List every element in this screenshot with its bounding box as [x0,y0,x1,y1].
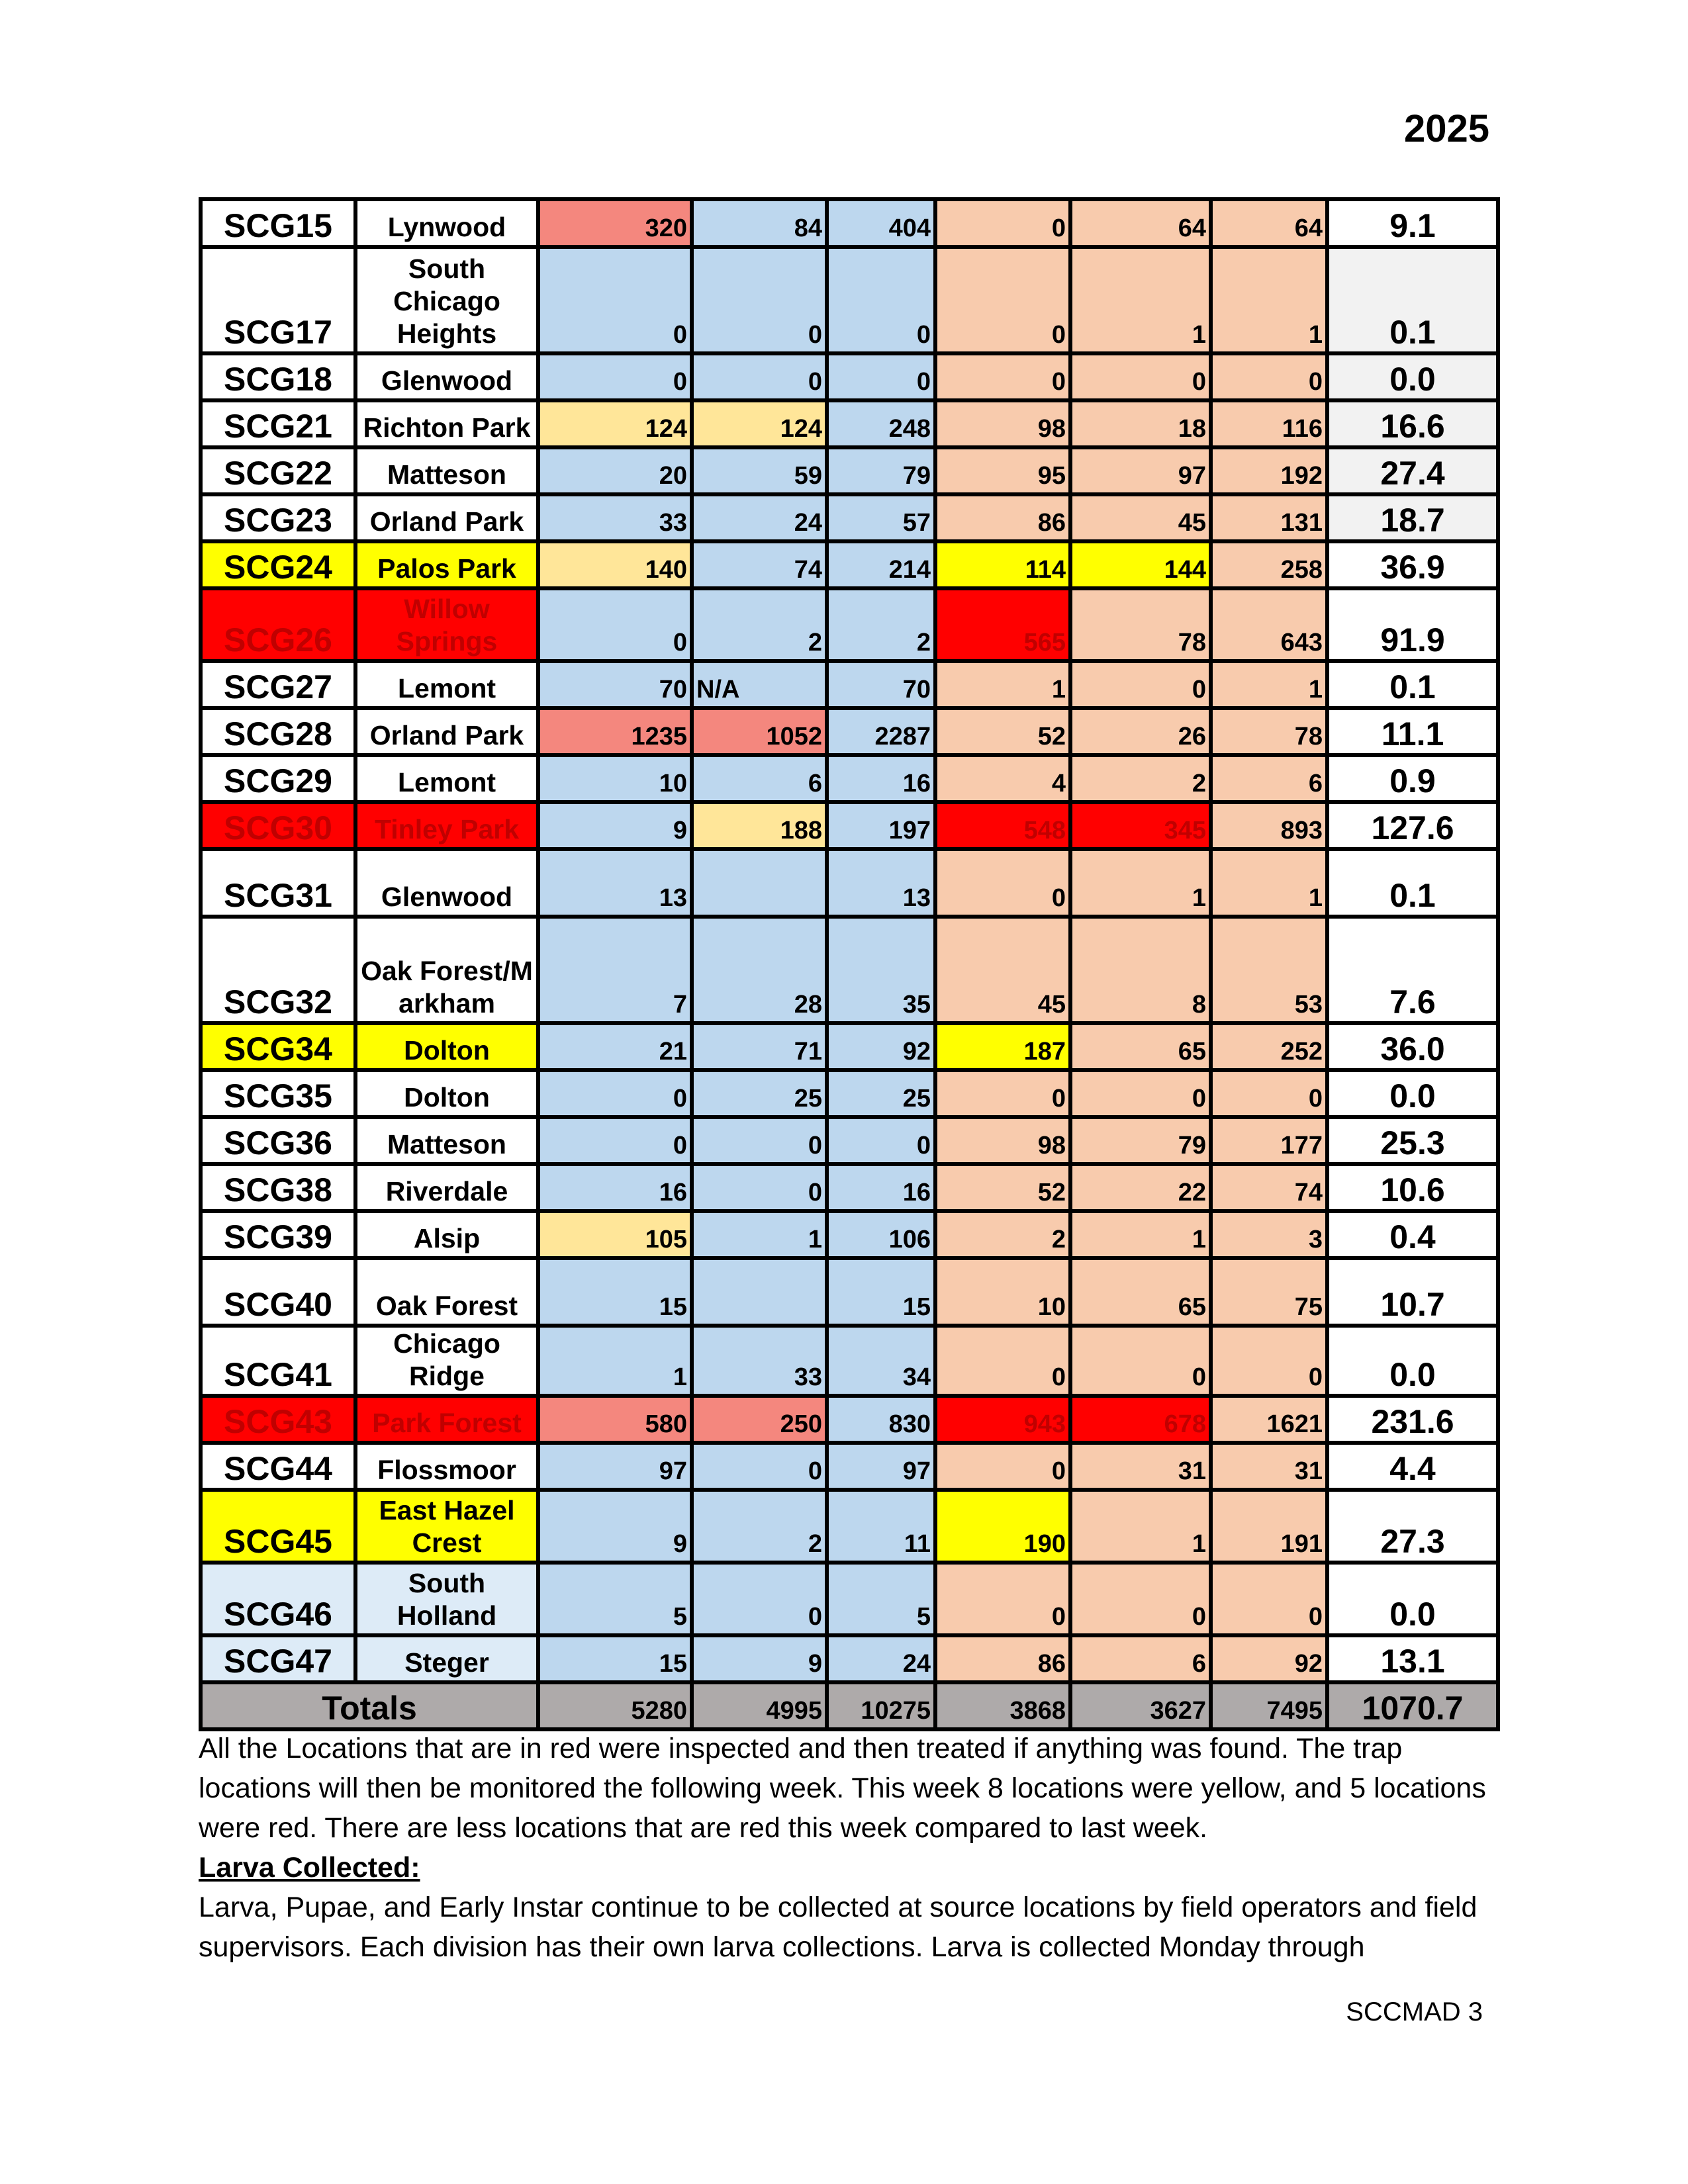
location-id: SCG39 [201,1211,355,1258]
count-cell: 565 [935,588,1070,661]
larva-heading: Larva Collected: [199,1852,420,1884]
count-cell: 16 [827,755,935,802]
location-id: SCG23 [201,494,355,541]
count-cell: 0 [1211,353,1327,400]
count-cell: 11 [827,1490,935,1563]
count-cell: 0 [692,1563,827,1635]
count-cell: 0 [692,1117,827,1164]
count-cell: 1 [1070,849,1211,917]
table-row [201,1211,1498,1258]
count-cell: 0 [935,247,1070,353]
totals-label: Totals [201,1682,538,1729]
count-cell: 0 [538,1070,692,1117]
count-cell: 2 [692,1490,827,1563]
average-cell: 11.1 [1327,708,1498,755]
total-cell: 5280 [538,1682,692,1729]
location-name: Glenwood [355,353,538,400]
average-cell: 13.1 [1327,1635,1498,1682]
average-cell: 0.1 [1327,661,1498,708]
average-cell: 27.3 [1327,1490,1498,1563]
table-row [201,661,1498,708]
count-cell: 106 [827,1211,935,1258]
count-cell: 5 [827,1563,935,1635]
count-cell: 116 [1211,400,1327,447]
average-cell: 0.0 [1327,1563,1498,1635]
location-id: SCG15 [201,199,355,247]
location-id: SCG21 [201,400,355,447]
location-id: SCG35 [201,1070,355,1117]
location-name: Riverdale [355,1164,538,1211]
table-row [201,400,1498,447]
table-row [201,802,1498,849]
count-cell: 7 [538,917,692,1023]
count-cell: 15 [827,1258,935,1326]
location-id: SCG41 [201,1326,355,1396]
total-average-cell: 1070.7 [1327,1682,1498,1729]
count-cell: 105 [538,1211,692,1258]
count-cell: 0 [935,849,1070,917]
location-id: SCG38 [201,1164,355,1211]
table-row [201,541,1498,588]
average-cell: 231.6 [1327,1396,1498,1443]
location-name: South Chicago Heights [355,247,538,353]
count-cell: 580 [538,1396,692,1443]
location-id: SCG45 [201,1490,355,1563]
count-cell: 9 [692,1635,827,1682]
count-cell: 6 [1070,1635,1211,1682]
total-cell: 4995 [692,1682,827,1729]
location-name: Flossmoor [355,1443,538,1490]
count-cell: 0 [827,353,935,400]
count-cell: 1 [1211,661,1327,708]
total-cell: 3627 [1070,1682,1211,1729]
location-id: SCG31 [201,849,355,917]
average-cell: 36.9 [1327,541,1498,588]
average-cell: 0.1 [1327,247,1498,353]
count-cell: 86 [935,494,1070,541]
location-name: Orland Park [355,708,538,755]
count-cell: 95 [935,447,1070,494]
location-name: Oak Forest [355,1258,538,1326]
average-cell: 0.1 [1327,849,1498,917]
count-cell: 65 [1070,1023,1211,1070]
count-cell: 6 [692,755,827,802]
count-cell: 21 [538,1023,692,1070]
average-cell: 10.6 [1327,1164,1498,1211]
count-cell: 70 [538,661,692,708]
count-cell: 98 [935,400,1070,447]
average-cell: 0.9 [1327,755,1498,802]
count-cell: 197 [827,802,935,849]
table-row [201,199,1498,247]
count-cell: 10 [538,755,692,802]
count-cell: 9 [538,802,692,849]
page-footer-label: SCCMAD 3 [1346,1997,1483,2026]
location-id: SCG30 [201,802,355,849]
location-id: SCG44 [201,1443,355,1490]
table-row [201,447,1498,494]
count-cell: 248 [827,400,935,447]
location-id: SCG32 [201,917,355,1023]
count-cell: 97 [1070,447,1211,494]
count-cell: 0 [1070,1326,1211,1396]
count-cell: 0 [538,247,692,353]
count-cell: 144 [1070,541,1211,588]
count-cell: 92 [827,1023,935,1070]
location-id: SCG36 [201,1117,355,1164]
count-cell: 25 [692,1070,827,1117]
location-name: East Hazel Crest [355,1490,538,1563]
count-cell: 84 [692,199,827,247]
count-cell: 320 [538,199,692,247]
count-cell: 0 [1070,1563,1211,1635]
count-cell: 0 [935,1070,1070,1117]
count-cell: 943 [935,1396,1070,1443]
location-name: Orland Park [355,494,538,541]
count-cell: 250 [692,1396,827,1443]
table-row [201,917,1498,1023]
count-cell: 71 [692,1023,827,1070]
location-name: Chicago Ridge [355,1326,538,1396]
count-cell: 97 [827,1443,935,1490]
average-cell: 16.6 [1327,400,1498,447]
count-cell: 79 [827,447,935,494]
count-cell: 10 [935,1258,1070,1326]
count-cell: 188 [692,802,827,849]
trap-count-table [199,197,1500,1731]
count-cell: 1052 [692,708,827,755]
count-cell: 124 [538,400,692,447]
table-row [201,247,1498,353]
location-name: Lynwood [355,199,538,247]
table-row [201,708,1498,755]
table-row [201,1326,1498,1396]
count-cell: 13 [827,849,935,917]
count-cell: 4 [935,755,1070,802]
location-name: Willow Springs [355,588,538,661]
count-cell: 31 [1070,1443,1211,1490]
average-cell: 0.0 [1327,1326,1498,1396]
count-cell: 0 [692,353,827,400]
count-cell: 192 [1211,447,1327,494]
count-cell: 35 [827,917,935,1023]
count-cell: 79 [1070,1117,1211,1164]
count-cell-na: N/A [692,661,827,708]
count-cell: 5 [538,1563,692,1635]
total-cell: 7495 [1211,1682,1327,1729]
count-cell: 26 [1070,708,1211,755]
table-row [201,1635,1498,1682]
table-row [201,1443,1498,1490]
average-cell: 7.6 [1327,917,1498,1023]
count-cell: 0 [827,1117,935,1164]
count-cell: 28 [692,917,827,1023]
location-id: SCG46 [201,1563,355,1635]
count-cell: 2 [692,588,827,661]
count-cell [692,1258,827,1326]
count-cell: 8 [1070,917,1211,1023]
location-id: SCG17 [201,247,355,353]
location-name: Matteson [355,447,538,494]
count-cell: 1 [692,1211,827,1258]
location-id: SCG43 [201,1396,355,1443]
count-cell: 0 [692,1164,827,1211]
average-cell: 0.0 [1327,1070,1498,1117]
count-cell: 45 [935,917,1070,1023]
location-name: Steger [355,1635,538,1682]
count-cell: 2 [827,588,935,661]
location-name: Alsip [355,1211,538,1258]
count-cell: 187 [935,1023,1070,1070]
average-cell: 127.6 [1327,802,1498,849]
count-cell: 1 [538,1326,692,1396]
location-id: SCG26 [201,588,355,661]
count-cell: 678 [1070,1396,1211,1443]
table-row [201,588,1498,661]
count-cell: 52 [935,708,1070,755]
location-id: SCG28 [201,708,355,755]
count-cell: 52 [935,1164,1070,1211]
average-cell: 10.7 [1327,1258,1498,1326]
count-cell: 214 [827,541,935,588]
location-id: SCG22 [201,447,355,494]
table-row [201,1023,1498,1070]
count-cell: 2 [935,1211,1070,1258]
location-name: Glenwood [355,849,538,917]
count-cell: 0 [935,1326,1070,1396]
count-cell: 20 [538,447,692,494]
count-cell: 53 [1211,917,1327,1023]
count-cell: 24 [827,1635,935,1682]
count-cell: 1 [935,661,1070,708]
location-name: Park Forest [355,1396,538,1443]
count-cell: 1 [1070,1211,1211,1258]
count-cell: 0 [1211,1563,1327,1635]
larva-note: Larva, Pupae, and Early Instar continue to be collected at source locations by field operators and field supervisors. Each division has their own larva collections. Larva is collected Monday through [199,1891,1477,1963]
count-cell: 252 [1211,1023,1327,1070]
count-cell: 0 [1070,661,1211,708]
count-cell: 0 [935,353,1070,400]
report-year: 2025 [1403,107,1489,150]
count-cell: 0 [692,247,827,353]
total-cell: 3868 [935,1682,1070,1729]
count-cell: 75 [1211,1258,1327,1326]
count-cell: 643 [1211,588,1327,661]
count-cell: 18 [1070,400,1211,447]
count-cell: 0 [1070,353,1211,400]
count-cell: 548 [935,802,1070,849]
count-cell: 345 [1070,802,1211,849]
count-cell: 22 [1070,1164,1211,1211]
table-row [201,755,1498,802]
count-cell: 16 [827,1164,935,1211]
count-cell: 1 [1211,247,1327,353]
count-cell: 86 [935,1635,1070,1682]
average-cell: 9.1 [1327,199,1498,247]
count-cell: 78 [1211,708,1327,755]
count-cell: 16 [538,1164,692,1211]
table-row [201,1258,1498,1326]
count-cell: 0 [935,1563,1070,1635]
count-cell [692,849,827,917]
average-cell: 18.7 [1327,494,1498,541]
table-row [201,1117,1498,1164]
table-row [201,353,1498,400]
count-cell: 0 [1070,1070,1211,1117]
count-cell: 893 [1211,802,1327,849]
count-cell: 190 [935,1490,1070,1563]
count-cell: 15 [538,1635,692,1682]
count-cell: 34 [827,1326,935,1396]
count-cell: 64 [1070,199,1211,247]
location-name: Richton Park [355,400,538,447]
location-name: Matteson [355,1117,538,1164]
count-cell: 0 [692,1443,827,1490]
count-cell: 1621 [1211,1396,1327,1443]
count-cell: 830 [827,1396,935,1443]
location-name: South Holland [355,1563,538,1635]
location-id: SCG29 [201,755,355,802]
average-cell: 0.4 [1327,1211,1498,1258]
count-cell: 13 [538,849,692,917]
count-cell: 64 [1211,199,1327,247]
location-name: Tinley Park [355,802,538,849]
count-cell: 57 [827,494,935,541]
treatment-note: All the Locations that are in red were inspected and then treated if anything was found. The trap locations will then be monitored the following week. This week 8 locations were yellow, and 5 locations were red. There are less locations that are red this week compared to last week. [199,1733,1486,1844]
location-id: SCG24 [201,541,355,588]
count-cell: 1 [1211,849,1327,917]
count-cell: 2287 [827,708,935,755]
average-cell: 36.0 [1327,1023,1498,1070]
average-cell: 27.4 [1327,447,1498,494]
count-cell: 45 [1070,494,1211,541]
count-cell: 0 [538,353,692,400]
count-cell: 2 [1070,755,1211,802]
count-cell: 59 [692,447,827,494]
table-row [201,494,1498,541]
count-cell: 24 [692,494,827,541]
count-cell: 114 [935,541,1070,588]
count-cell: 258 [1211,541,1327,588]
notes-section [199,1729,1509,1967]
location-name: Lemont [355,661,538,708]
count-cell: 1 [1070,247,1211,353]
location-id: SCG18 [201,353,355,400]
location-id: SCG47 [201,1635,355,1682]
count-cell: 33 [692,1326,827,1396]
average-cell: 4.4 [1327,1443,1498,1490]
count-cell: 0 [1211,1070,1327,1117]
count-cell: 9 [538,1490,692,1563]
count-cell: 0 [538,1117,692,1164]
location-name: Oak Forest/Markham [355,917,538,1023]
count-cell: 74 [692,541,827,588]
location-name: Dolton [355,1070,538,1117]
location-id: SCG27 [201,661,355,708]
count-cell: 0 [827,247,935,353]
count-cell: 191 [1211,1490,1327,1563]
count-cell: 0 [1211,1326,1327,1396]
count-cell: 6 [1211,755,1327,802]
count-cell: 65 [1070,1258,1211,1326]
location-name: Dolton [355,1023,538,1070]
location-id: SCG34 [201,1023,355,1070]
table-row [201,1396,1498,1443]
location-name: Palos Park [355,541,538,588]
count-cell: 98 [935,1117,1070,1164]
table-row [201,1490,1498,1563]
count-cell: 177 [1211,1117,1327,1164]
table-row [201,849,1498,917]
table-row [201,1070,1498,1117]
count-cell: 0 [538,588,692,661]
count-cell: 1235 [538,708,692,755]
count-cell: 404 [827,199,935,247]
count-cell: 15 [538,1258,692,1326]
average-cell: 91.9 [1327,588,1498,661]
count-cell: 74 [1211,1164,1327,1211]
count-cell: 78 [1070,588,1211,661]
count-cell: 1 [1070,1490,1211,1563]
total-cell: 10275 [827,1682,935,1729]
count-cell: 31 [1211,1443,1327,1490]
count-cell: 131 [1211,494,1327,541]
totals-row [201,1682,1498,1729]
count-cell: 3 [1211,1211,1327,1258]
count-cell: 0 [935,1443,1070,1490]
average-cell: 0.0 [1327,353,1498,400]
count-cell: 97 [538,1443,692,1490]
count-cell: 70 [827,661,935,708]
count-cell: 140 [538,541,692,588]
count-cell: 33 [538,494,692,541]
count-cell: 92 [1211,1635,1327,1682]
table-row [201,1563,1498,1635]
average-cell: 25.3 [1327,1117,1498,1164]
location-id: SCG40 [201,1258,355,1326]
count-cell: 0 [935,199,1070,247]
table-row [201,1164,1498,1211]
count-cell: 124 [692,400,827,447]
count-cell: 25 [827,1070,935,1117]
location-name: Lemont [355,755,538,802]
